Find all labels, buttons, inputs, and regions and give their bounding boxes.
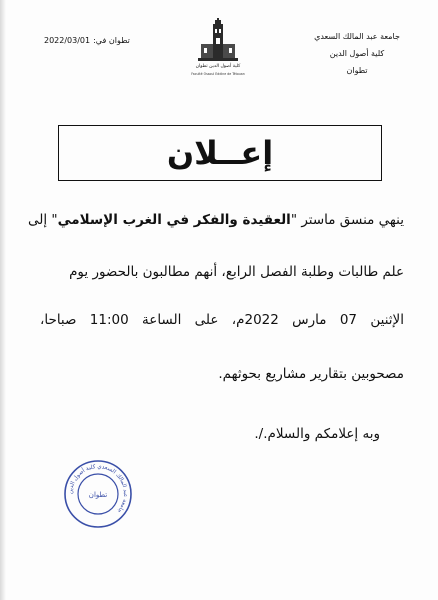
- official-stamp: [62, 458, 134, 530]
- announcement-title-box: [58, 125, 382, 181]
- faculty-logo: [188, 18, 248, 78]
- minaret-icon: [188, 18, 248, 78]
- faculty-name: كلية أصول الدين: [329, 49, 385, 58]
- svg-text:تطوان: تطوان: [88, 491, 108, 499]
- body-line-1: [28, 212, 404, 228]
- stamp-seal-icon: [62, 458, 134, 530]
- logo-caption-arabic: كلية أصول الدين تطوان: [195, 64, 241, 69]
- date-value: 2022/03/01: [44, 36, 91, 45]
- body-line-4: مصحوبين بتقارير مشاريع بحوثهم.: [218, 366, 404, 382]
- closing-line: وبه إعلامكم والسلام./.: [254, 426, 380, 442]
- body-line-2: علم طالبات وطلبة الفصل الرابع، أنهم مطالبون بالحضور يوم: [69, 264, 404, 280]
- date-line: [44, 36, 130, 45]
- svg-text:جامعة عبد المالك السعدي كلية: جامعة عبد المالك السعدي كلية أصول الدين: [67, 463, 129, 514]
- logo-caption-french: Faculté Ossoul Eddine de Tétouan: [191, 72, 245, 76]
- institution-header: [302, 28, 412, 79]
- city-name: تطوان: [346, 66, 368, 75]
- body-line-1-suffix: " إلى: [28, 212, 58, 228]
- university-name: جامعة عبد المالك السعدي: [314, 32, 400, 41]
- master-program-name: العقيدة والفكر في الغرب الإسلامي: [57, 212, 291, 228]
- date-label: تطوان في:: [93, 36, 130, 45]
- page-edge-shadow: [0, 0, 6, 600]
- body-line-3: الإثنين 07 مارس 2022م، على الساعة 11:00 صباحا،: [40, 312, 404, 328]
- announcement-title: إعــلان: [166, 134, 274, 172]
- body-line-1-prefix: ينهي منسق ماستر ": [290, 212, 404, 228]
